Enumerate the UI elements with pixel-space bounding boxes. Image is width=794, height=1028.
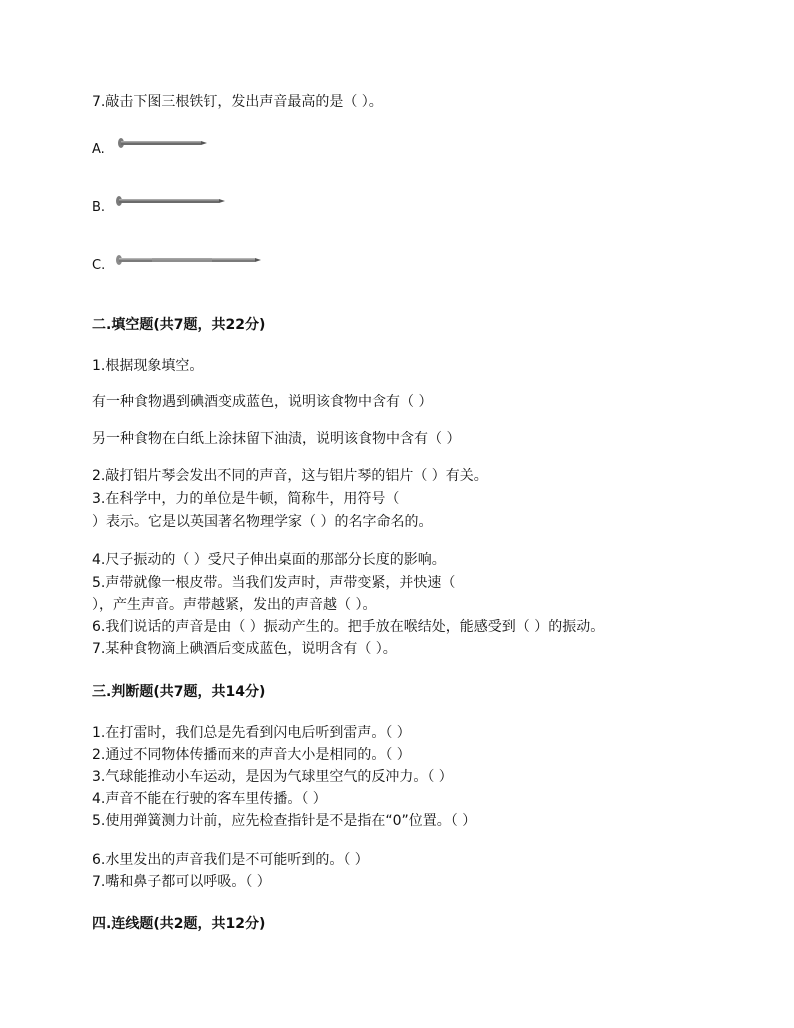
section3-line: 5.使用弹簧测力计前，应先检查指针是不是指在“0”位置。（ ） [92, 813, 477, 829]
nail-b-image [112, 194, 228, 208]
section2-heading: 二.填空题(共7题，共22分) [92, 317, 266, 333]
section2-line: 4.尺子振动的（ ）受尺子伸出桌面的那部分长度的影响。 [92, 552, 446, 568]
section3-line: 3.气球能推动小车运动，是因为气球里空气的反冲力。（ ） [92, 769, 453, 785]
q7-option-a-label: A. [92, 142, 105, 157]
nail-a-image [114, 136, 210, 150]
q7-option-c-label: C. [92, 258, 106, 273]
section2-line: 1.根据现象填空。 [92, 358, 204, 374]
section2-line: 2.敲打铝片琴会发出不同的声音，这与铝片琴的铝片（ ）有关。 [92, 468, 488, 484]
section3-line: 2.通过不同物体传播而来的声音大小是相同的。（ ） [92, 747, 411, 763]
nail-c-image [112, 253, 264, 267]
section2-line: 有一种食物遇到碘酒变成蓝色，说明该食物中含有（ ） [92, 394, 433, 410]
section2-line: 5.声带就像一根皮带。当我们发声时，声带变紧，并快速（ [92, 575, 456, 591]
section2-line: 另一种食物在白纸上涂抹留下油渍，说明该食物中含有（ ） [92, 431, 461, 447]
section2-line: 6.我们说话的声音是由（ ）振动产生的。把手放在喉结处，能感受到（ ）的振动。 [92, 619, 605, 635]
section2-line: ），产生声音。声带越紧，发出的声音越（ ）。 [92, 597, 377, 613]
section3-line: 7.嘴和鼻子都可以呼吸。（ ） [92, 874, 271, 890]
section2-line: ）表示。它是以英国著名物理学家（ ）的名字命名的。 [92, 514, 433, 530]
section3-heading: 三.判断题(共7题，共14分) [92, 684, 266, 700]
section3-line: 4.声音不能在行驶的客车里传播。（ ） [92, 791, 327, 807]
section3-line: 6.水里发出的声音我们是不可能听到的。（ ） [92, 852, 369, 868]
section2-line: 3.在科学中，力的单位是牛顿，简称牛，用符号（ [92, 491, 400, 507]
q7-stem: 7.敲击下图三根铁钉，发出声音最高的是（ ）。 [92, 94, 383, 110]
q7-option-b-label: B. [92, 200, 106, 215]
section4-heading: 四.连线题(共2题，共12分) [92, 916, 266, 932]
section2-line: 7.某种食物滴上碘酒后变成蓝色，说明含有（ ）。 [92, 641, 397, 657]
section3-line: 1.在打雷时，我们总是先看到闪电后听到雷声。（ ） [92, 725, 411, 741]
